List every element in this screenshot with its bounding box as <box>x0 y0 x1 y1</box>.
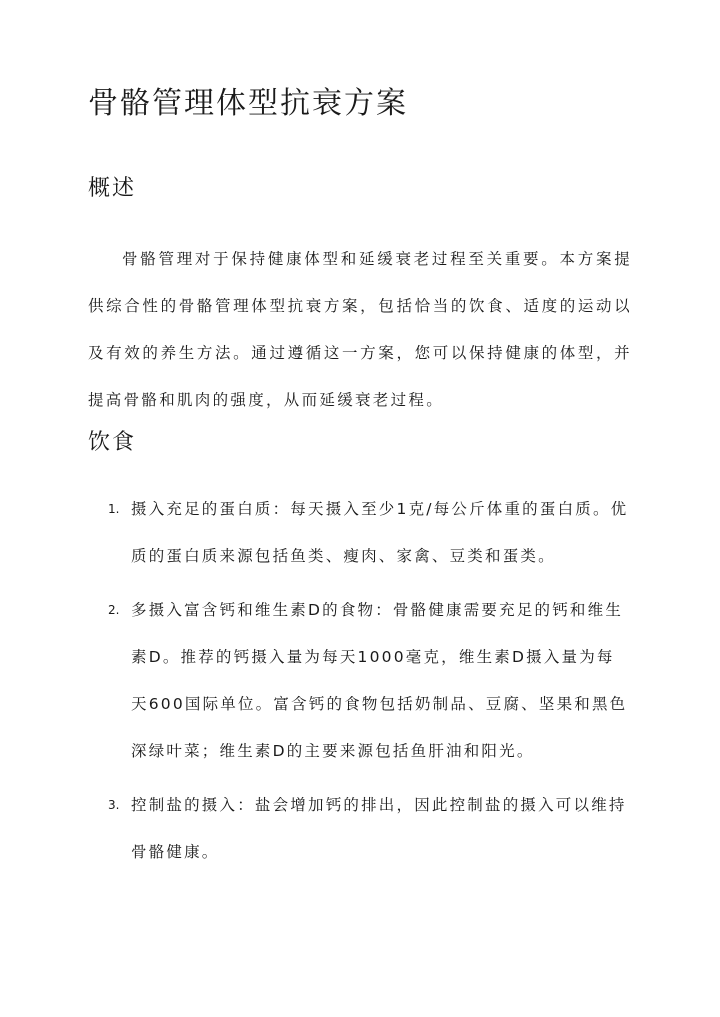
section-heading-overview: 概述 <box>88 176 137 201</box>
overview-paragraph: 骨骼管理对于保持健康体型和延缓衰老过程至关重要。本方案提供综合性的骨骼管理体型抗衰方案，包括恰当的饮食、适度的运动以及有效的养生方法。通过遵循这一方案，您可以保持健康的体型，并提高骨骼和肌肉的强度，从而延缓衰老过程。 <box>88 250 632 409</box>
list-item-number: 1. <box>108 502 120 516</box>
list-item <box>88 782 632 876</box>
list-item-text: 摄入充足的蛋白质：每天摄入至少1克/每公斤体重的蛋白质。优质的蛋白质来源包括鱼类、瘦肉、家禽、豆类和蛋类。 <box>131 500 629 565</box>
list-item <box>88 486 632 580</box>
list-item-number: 3. <box>108 798 120 812</box>
list-item-number: 2. <box>108 603 120 617</box>
list-item-text: 多摄入富含钙和维生素D的食物：骨骼健康需要充足的钙和维生素D。推荐的钙摄入量为每天1000毫克，维生素D摄入量为每天600国际单位。富含钙的食物包括奶制品、豆腐、坚果和黑色深绿叶菜；维生素D的主要来源包括鱼肝油和阳光。 <box>131 601 628 760</box>
list-item <box>88 587 632 775</box>
document-title: 骨骼管理体型抗衰方案 <box>88 86 408 121</box>
section-heading-diet: 饮食 <box>88 430 137 455</box>
diet-list <box>88 486 632 883</box>
list-item-text: 控制盐的摄入：盐会增加钙的排出，因此控制盐的摄入可以维持骨骼健康。 <box>131 796 627 861</box>
